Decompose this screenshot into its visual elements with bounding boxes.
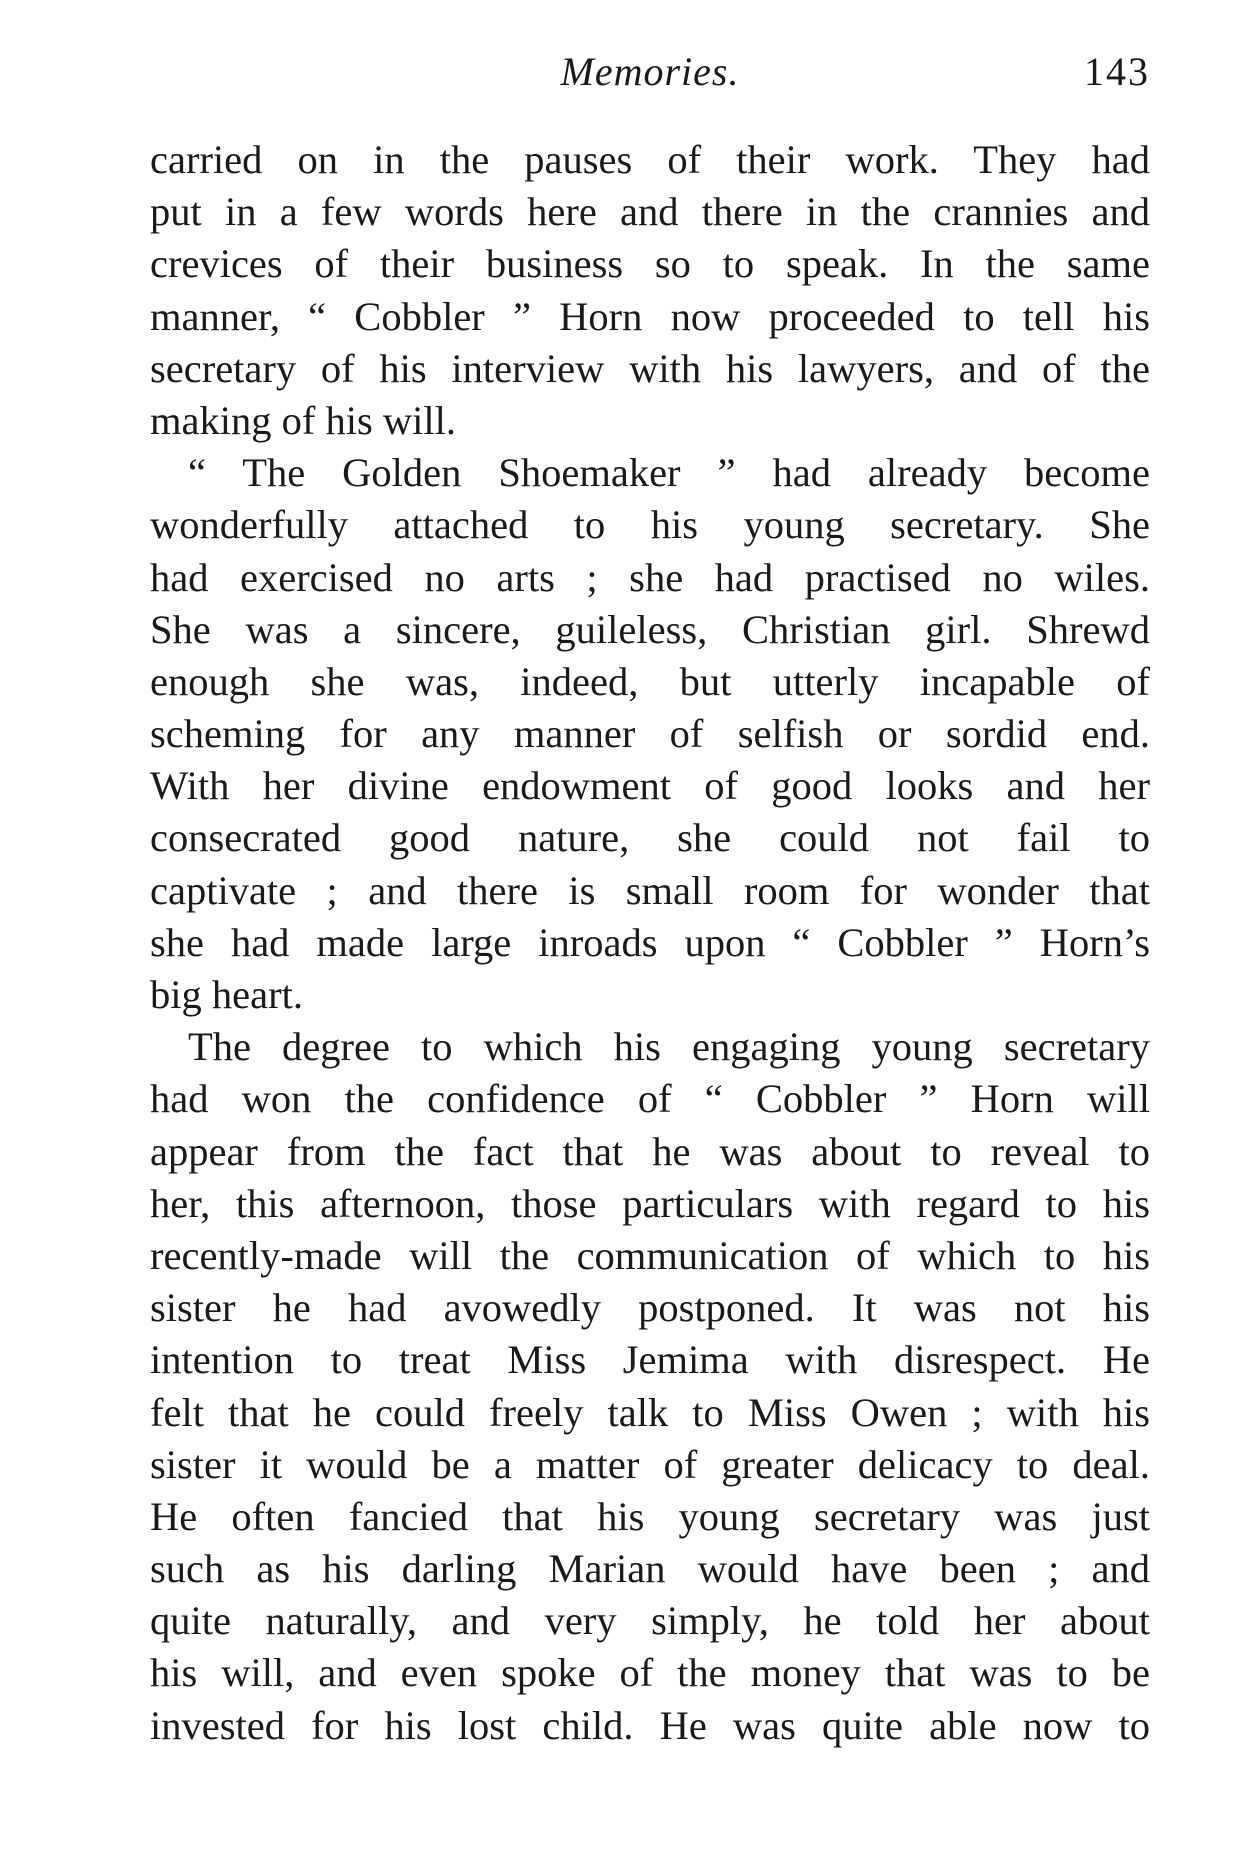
page-number: 143: [1084, 49, 1150, 94]
text-line: She was a sincere, guileless, Christian girl. Shrewd: [150, 606, 1150, 652]
running-head: [150, 42, 1150, 102]
text-line: enough she was, indeed, but utterly incapable of: [150, 658, 1150, 704]
text-line: his will, and even spoke of the money that was to be: [150, 1650, 1150, 1696]
text-line: crevices of their business so to speak. In the same: [150, 241, 1150, 287]
running-title: Memories.: [560, 49, 740, 94]
text-line: The degree to which his engaging young secretary: [188, 1024, 1150, 1070]
text-line: appear from the fact that he was about to reveal to: [150, 1128, 1150, 1174]
text-line: manner, “ Cobbler ” Horn now proceeded to tell his: [150, 293, 1150, 339]
text-line: felt that he could freely talk to Miss Owen ; with his: [150, 1389, 1150, 1435]
text-line: such as his darling Marian would have been ; and: [150, 1546, 1150, 1592]
text-line: quite naturally, and very simply, he told her about: [150, 1598, 1150, 1644]
text-line: sister it would be a matter of greater delicacy to deal.: [150, 1441, 1150, 1487]
text-line: had won the confidence of “ Cobbler ” Horn will: [150, 1076, 1150, 1122]
text-line: recently-made will the communication of which to his: [150, 1232, 1150, 1278]
text-line: her, this afternoon, those particulars with regard to his: [150, 1180, 1150, 1226]
body-text: [150, 134, 1150, 1752]
text-line: big heart.: [150, 972, 303, 1017]
text-line: captivate ; and there is small room for wonder that: [150, 867, 1150, 913]
text-line: invested for his lost child. He was quite able now to: [150, 1702, 1150, 1748]
text-line: He often fancied that his young secretary was just: [150, 1493, 1150, 1539]
text-line: scheming for any manner of selfish or sordid end.: [150, 711, 1150, 757]
text-line: consecrated good nature, she could not fail to: [150, 815, 1150, 861]
text-line: put in a few words here and there in the crannies and: [150, 189, 1150, 235]
text-line: had exercised no arts ; she had practised no wiles.: [150, 554, 1150, 600]
text-line: carried on in the pauses of their work. They had: [150, 137, 1150, 182]
text-line: “ The Golden Shoemaker ” had already become: [188, 450, 1150, 496]
text-line: secretary of his interview with his lawyers, and of the: [150, 345, 1150, 391]
text-line: sister he had avowedly postponed. It was not his: [150, 1285, 1150, 1331]
text-line: she had made large inroads upon “ Cobbler ” Horn’s: [150, 919, 1150, 965]
text-line: making of his will.: [150, 397, 456, 443]
text-line: wonderfully attached to his young secretary. She: [150, 502, 1150, 548]
text-line: intention to treat Miss Jemima with disrespect. He: [150, 1337, 1150, 1383]
text-line: With her divine endowment of good looks and her: [150, 763, 1150, 809]
